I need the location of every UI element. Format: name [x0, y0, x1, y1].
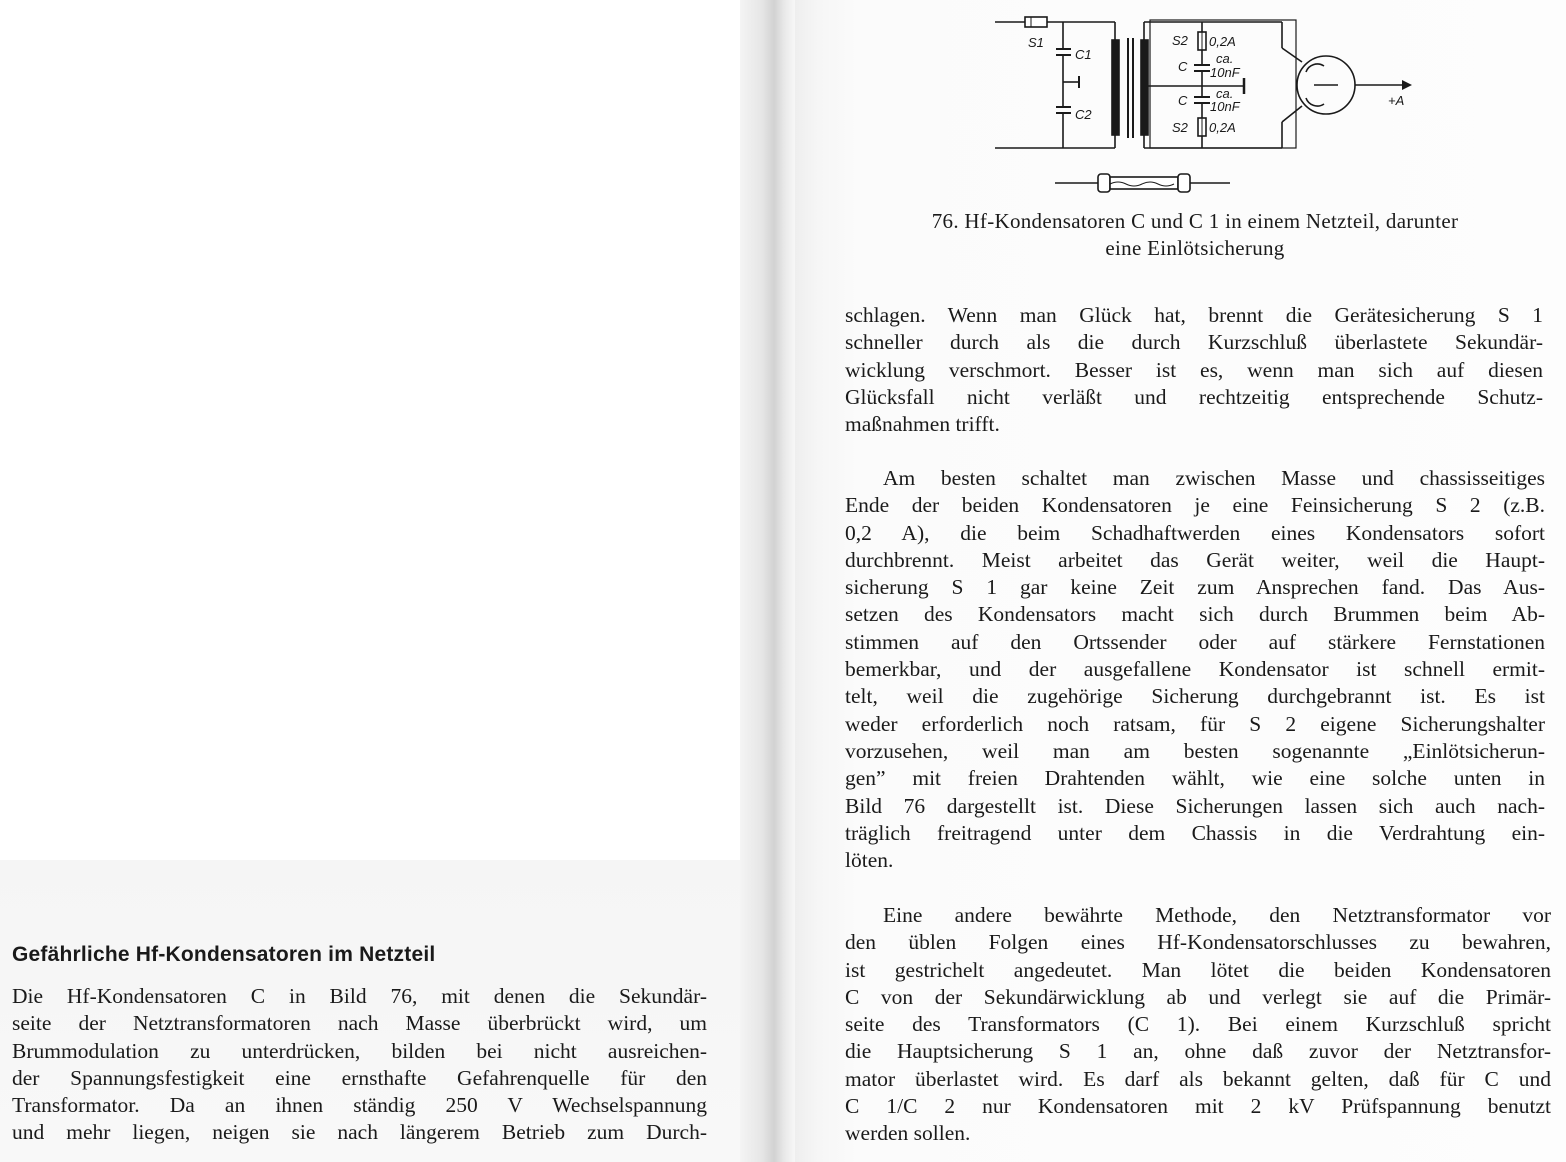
right-paragraph-2 [845, 465, 1545, 874]
text-line: Ende der beiden Kondensatoren je eine Feinsicherung S 2 (z.B. [845, 493, 1545, 518]
left-paragraph [12, 983, 707, 1147]
text-line: gen” mit freien Drahtenden wählt, wie eine solche unten in [845, 766, 1545, 791]
right-paragraph-3 [845, 902, 1551, 1148]
label-fuse-bottom: 0,2A [1209, 120, 1236, 135]
text-line: durchbrennt. Meist arbeitet das Gerät weiter, weil die Haupt- [845, 547, 1545, 572]
text-line: Eine andere bewährte Methode, den Netztransformator vor [883, 903, 1551, 927]
caption-line: 76. Hf-Kondensatoren C und C 1 in einem Netzteil, darunter [931, 209, 1459, 233]
solder-fuse-cap-right [1178, 174, 1190, 192]
solder-fuse-cap-left [1098, 174, 1110, 192]
to-rectifier-bottom-2 [1282, 106, 1302, 122]
text-line: Glücksfall nicht verläßt und rechtzeitig entsprechende Schutz- [845, 384, 1543, 409]
to-rectifier-top-2 [1282, 48, 1302, 62]
text-line: bemerkbar, und der ausgefallene Kondensator ist schnell ermit- [845, 657, 1545, 682]
text-line: setzen des Kondensators macht sich durch Brummen beim Ab- [845, 602, 1545, 627]
label-s2-top: S2 [1172, 33, 1188, 48]
right-paragraph-1 [845, 302, 1543, 438]
text-line: und mehr liegen, neigen sie nach längerem Betrieb zum Durch- [12, 1120, 707, 1145]
text-line: 0,2 A), die beim Schadhaftwerden eines Kondensators sofort [845, 520, 1545, 545]
text-line: Transformator. Da an ihnen ständig 250 V Wechselspannung [12, 1093, 707, 1118]
tube-anode-a [1306, 64, 1324, 72]
book-gutter [740, 0, 795, 1162]
label-c1: C1 [1075, 47, 1092, 62]
text-line: den üblen Folgen eines Hf-Kondensatorschlusses zu bewahren, [845, 930, 1551, 955]
text-line: telt, weil die zugehörige Sicherung durchgebrannt ist. Es ist [845, 684, 1545, 709]
label-c-bottom: C [1178, 93, 1188, 108]
text-line: seite des Transformators (C 1). Bei einem Kurzschluß spricht [845, 1012, 1551, 1037]
primary-winding [1112, 40, 1119, 135]
text-line: weder erforderlich noch ratsam, für S 2 eigene Sicherungshalter [845, 711, 1545, 736]
text-line: Die Hf-Kondensatoren C in Bild 76, mit denen die Sekundär- [12, 984, 707, 1008]
text-line: träglich freitragend unter dem Chassis in die Verdrahtung ein- [845, 820, 1545, 845]
text-line: C 1/C 2 nur Kondensatoren mit 2 kV Prüfspannung benutzt [845, 1094, 1551, 1119]
text-line: schlagen. Wenn man Glück hat, brennt die Gerätesicherung S 1 [845, 303, 1543, 327]
secondary-winding [1141, 40, 1148, 135]
text-line: mator überlastet wird. Es darf als bekannt gelten, daß für C und [845, 1066, 1551, 1091]
text-line: wicklung verschmort. Besser ist es, wenn man sich auf diesen [845, 357, 1543, 382]
label-output: +A [1388, 93, 1405, 108]
label-c-top: C [1178, 59, 1188, 74]
text-line: Bild 76 dargestellt ist. Diese Sicherungen lassen sich auch nach- [845, 793, 1545, 818]
text-line: seite der Netztransformatoren nach Masse überbrückt wird, um [12, 1011, 707, 1036]
text-line: Brummodulation zu unterdrücken, bilden bei nicht ausreichen- [12, 1038, 707, 1063]
label-s1: S1 [1028, 35, 1044, 50]
text-line: maßnahmen trifft. [845, 412, 1000, 437]
label-fuse-top: 0,2A [1209, 34, 1236, 49]
text-line: schneller durch als die durch Kurzschluß überlastete Sekundär- [845, 330, 1543, 355]
label-cap-bottom-ca: ca. [1216, 86, 1234, 101]
text-line: werden sollen. [845, 1121, 971, 1146]
text-line: Am besten schaltet man zwischen Masse und chassisseitiges [883, 466, 1545, 490]
caption-line: eine Einlötsicherung [1105, 236, 1285, 260]
text-line: sicherung S 1 gar keine Zeit zum Ansprechen fand. Das Aus- [845, 575, 1545, 600]
text-line: löten. [845, 848, 894, 873]
label-cap-top-ca: ca. [1216, 51, 1234, 66]
text-line: stimmen auf den Ortssender oder auf stärkere Fernstationen [845, 629, 1545, 654]
label-s2-bottom: S2 [1172, 120, 1188, 135]
tube-anode-b [1306, 98, 1324, 106]
circuit-schematic [990, 10, 1430, 202]
section-heading: Gefährliche Hf-Kondensatoren im Netzteil [12, 943, 436, 966]
text-line: vorzusehen, weil man am besten sogenannte „Einlötsicherun- [845, 738, 1545, 763]
figure-caption [845, 208, 1545, 262]
text-line: C von der Sekundärwicklung ab und verlegt sie auf die Primär- [845, 984, 1551, 1009]
label-c2: C2 [1075, 107, 1092, 122]
text-line: der Spannungsfestigkeit eine ernsthafte Gefahrenquelle für den [12, 1065, 707, 1090]
label-cap-bottom-value: 10nF [1210, 99, 1240, 114]
output-arrow-icon [1402, 80, 1412, 90]
text-line: die Hauptsicherung S 1 an, ohne daß zuvor der Netztransfor- [845, 1039, 1551, 1064]
label-cap-top-value: 10nF [1210, 65, 1240, 80]
text-line: ist gestrichelt angedeutet. Man lötet die beiden Kondensatoren [845, 957, 1551, 982]
fuse-s1-symbol [1025, 17, 1047, 27]
